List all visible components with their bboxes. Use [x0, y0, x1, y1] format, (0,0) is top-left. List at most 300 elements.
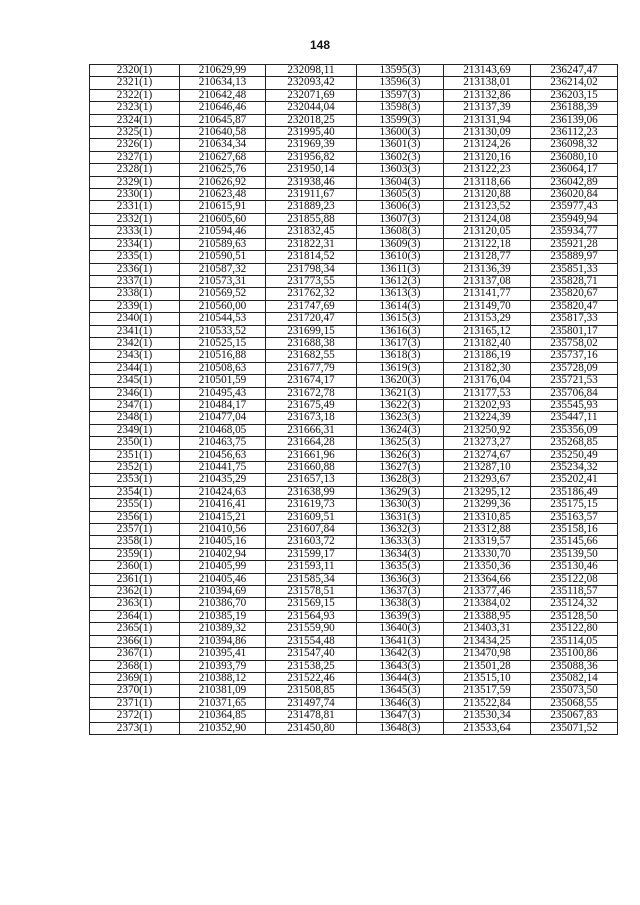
cell-x-left: 210405,46 — [180, 573, 266, 585]
cell-point-id-left: 2337(1) — [90, 275, 180, 287]
cell-point-id-left: 2329(1) — [90, 176, 180, 188]
cell-y-right: 235202,41 — [531, 474, 618, 486]
cell-y-right: 235268,85 — [531, 437, 618, 449]
table-row — [90, 300, 618, 312]
cell-point-id-right: 13606(3) — [357, 201, 444, 213]
cell-x-left: 210405,99 — [180, 561, 266, 573]
cell-y-left: 232098,11 — [266, 65, 357, 77]
cell-x-right: 213177,53 — [444, 387, 531, 399]
cell-x-right: 213137,39 — [444, 102, 531, 114]
cell-y-left: 231798,34 — [266, 263, 357, 275]
cell-x-left: 210394,86 — [180, 635, 266, 647]
cell-y-right: 236214,02 — [531, 77, 618, 89]
cell-x-left: 210385,19 — [180, 610, 266, 622]
cell-point-id-left: 2328(1) — [90, 164, 180, 176]
cell-y-left: 231956,82 — [266, 151, 357, 163]
cell-point-id-left: 2371(1) — [90, 697, 180, 709]
cell-point-id-left: 2347(1) — [90, 399, 180, 411]
cell-y-right: 236064,17 — [531, 164, 618, 176]
cell-x-left: 210468,05 — [180, 424, 266, 436]
table-row — [90, 424, 618, 436]
cell-point-id-right: 13607(3) — [357, 213, 444, 225]
cell-x-right: 213515,10 — [444, 672, 531, 684]
cell-y-right: 235128,50 — [531, 610, 618, 622]
cell-x-left: 210646,46 — [180, 102, 266, 114]
table-row — [90, 685, 618, 697]
cell-x-left: 210629,99 — [180, 65, 266, 77]
cell-point-id-right: 13610(3) — [357, 251, 444, 263]
cell-point-id-left: 2370(1) — [90, 685, 180, 697]
table-row — [90, 387, 618, 399]
cell-x-left: 210495,43 — [180, 387, 266, 399]
cell-point-id-left: 2348(1) — [90, 412, 180, 424]
cell-point-id-left: 2372(1) — [90, 710, 180, 722]
cell-y-right: 235139,50 — [531, 548, 618, 560]
cell-x-left: 210590,51 — [180, 251, 266, 263]
cell-point-id-right: 13614(3) — [357, 300, 444, 312]
cell-y-left: 231607,84 — [266, 524, 357, 536]
table-row — [90, 251, 618, 263]
page-number: 148 — [309, 38, 331, 52]
cell-y-right: 235067,83 — [531, 710, 618, 722]
cell-x-left: 210605,60 — [180, 213, 266, 225]
cell-point-id-left: 2349(1) — [90, 424, 180, 436]
cell-point-id-left: 2321(1) — [90, 77, 180, 89]
cell-point-id-right: 13644(3) — [357, 672, 444, 684]
cell-x-left: 210410,56 — [180, 524, 266, 536]
cell-point-id-right: 13602(3) — [357, 151, 444, 163]
cell-point-id-left: 2325(1) — [90, 127, 180, 139]
cell-y-right: 236188,39 — [531, 102, 618, 114]
cell-point-id-left: 2324(1) — [90, 114, 180, 126]
cell-point-id-left: 2352(1) — [90, 462, 180, 474]
cell-x-right: 213287,10 — [444, 462, 531, 474]
cell-x-left: 210626,92 — [180, 176, 266, 188]
cell-point-id-right: 13629(3) — [357, 486, 444, 498]
cell-y-right: 235934,77 — [531, 226, 618, 238]
cell-x-left: 210587,32 — [180, 263, 266, 275]
cell-x-left: 210615,91 — [180, 201, 266, 213]
cell-point-id-left: 2339(1) — [90, 300, 180, 312]
cell-y-left: 231666,31 — [266, 424, 357, 436]
cell-point-id-right: 13613(3) — [357, 288, 444, 300]
cell-x-left: 210516,88 — [180, 350, 266, 362]
cell-point-id-right: 13609(3) — [357, 238, 444, 250]
cell-point-id-left: 2338(1) — [90, 288, 180, 300]
cell-y-right: 235545,93 — [531, 399, 618, 411]
cell-y-left: 231889,23 — [266, 201, 357, 213]
cell-x-right: 213319,57 — [444, 536, 531, 548]
cell-y-left: 231688,38 — [266, 337, 357, 349]
table-row — [90, 288, 618, 300]
cell-x-left: 210395,41 — [180, 648, 266, 660]
table-row — [90, 697, 618, 709]
cell-y-left: 231450,80 — [266, 722, 357, 734]
cell-y-left: 231672,78 — [266, 387, 357, 399]
cell-y-left: 231911,67 — [266, 189, 357, 201]
cell-point-id-right: 13599(3) — [357, 114, 444, 126]
cell-point-id-left: 2327(1) — [90, 151, 180, 163]
cell-point-id-right: 13632(3) — [357, 524, 444, 536]
cell-point-id-right: 13638(3) — [357, 598, 444, 610]
table-row — [90, 623, 618, 635]
table-row — [90, 325, 618, 337]
cell-y-left: 231638,99 — [266, 486, 357, 498]
cell-x-right: 213224,39 — [444, 412, 531, 424]
cell-x-left: 210573,31 — [180, 275, 266, 287]
table-row — [90, 722, 618, 734]
table-row — [90, 114, 618, 126]
cell-point-id-left: 2335(1) — [90, 251, 180, 263]
cell-x-right: 213274,67 — [444, 449, 531, 461]
table-row — [90, 524, 618, 536]
cell-x-right: 213533,64 — [444, 722, 531, 734]
cell-x-right: 213330,70 — [444, 548, 531, 560]
cell-x-right: 213273,27 — [444, 437, 531, 449]
table-row — [90, 362, 618, 374]
table-row — [90, 337, 618, 349]
cell-point-id-right: 13612(3) — [357, 275, 444, 287]
cell-x-right: 213149,70 — [444, 300, 531, 312]
cell-y-left: 231773,55 — [266, 275, 357, 287]
cell-point-id-right: 13635(3) — [357, 561, 444, 573]
cell-x-right: 213137,08 — [444, 275, 531, 287]
cell-x-right: 213530,34 — [444, 710, 531, 722]
cell-x-right: 213118,66 — [444, 176, 531, 188]
cell-x-right: 213293,67 — [444, 474, 531, 486]
cell-x-right: 213299,36 — [444, 499, 531, 511]
cell-y-right: 236080,10 — [531, 151, 618, 163]
cell-point-id-left: 2354(1) — [90, 486, 180, 498]
table-row — [90, 511, 618, 523]
cell-point-id-left: 2340(1) — [90, 313, 180, 325]
cell-y-right: 236020,84 — [531, 189, 618, 201]
cell-y-right: 235122,08 — [531, 573, 618, 585]
cell-point-id-right: 13595(3) — [357, 65, 444, 77]
cell-y-left: 231699,15 — [266, 325, 357, 337]
cell-point-id-left: 2356(1) — [90, 511, 180, 523]
cell-point-id-left: 2343(1) — [90, 350, 180, 362]
cell-x-left: 210424,63 — [180, 486, 266, 498]
cell-y-right: 235889,97 — [531, 251, 618, 263]
cell-point-id-right: 13596(3) — [357, 77, 444, 89]
table-row — [90, 127, 618, 139]
cell-y-left: 232071,69 — [266, 89, 357, 101]
cell-y-left: 231969,39 — [266, 139, 357, 151]
cell-point-id-left: 2336(1) — [90, 263, 180, 275]
cell-y-left: 231578,51 — [266, 586, 357, 598]
cell-y-left: 231619,73 — [266, 499, 357, 511]
cell-point-id-left: 2367(1) — [90, 648, 180, 660]
table-row — [90, 548, 618, 560]
cell-y-right: 235073,50 — [531, 685, 618, 697]
table-row — [90, 164, 618, 176]
cell-x-right: 213120,88 — [444, 189, 531, 201]
cell-point-id-left: 2323(1) — [90, 102, 180, 114]
table-row — [90, 648, 618, 660]
cell-x-left: 210640,58 — [180, 127, 266, 139]
cell-y-left: 231995,40 — [266, 127, 357, 139]
cell-y-right: 235706,84 — [531, 387, 618, 399]
cell-y-left: 231720,47 — [266, 313, 357, 325]
cell-point-id-right: 13601(3) — [357, 139, 444, 151]
cell-x-right: 213153,29 — [444, 313, 531, 325]
coordinates-table — [89, 64, 618, 735]
cell-x-left: 210388,12 — [180, 672, 266, 684]
cell-point-id-right: 13605(3) — [357, 189, 444, 201]
cell-x-right: 213312,88 — [444, 524, 531, 536]
table-row — [90, 226, 618, 238]
cell-x-left: 210402,94 — [180, 548, 266, 560]
cell-point-id-right: 13600(3) — [357, 127, 444, 139]
cell-point-id-right: 13631(3) — [357, 511, 444, 523]
cell-x-left: 210371,65 — [180, 697, 266, 709]
cell-x-left: 210569,52 — [180, 288, 266, 300]
cell-x-left: 210393,79 — [180, 660, 266, 672]
cell-x-right: 213434,25 — [444, 635, 531, 647]
cell-point-id-right: 13608(3) — [357, 226, 444, 238]
cell-y-left: 231814,52 — [266, 251, 357, 263]
cell-y-right: 235851,33 — [531, 263, 618, 275]
cell-x-right: 213377,46 — [444, 586, 531, 598]
cell-y-right: 235088,36 — [531, 660, 618, 672]
cell-point-id-right: 13646(3) — [357, 697, 444, 709]
cell-y-right: 235124,32 — [531, 598, 618, 610]
cell-point-id-left: 2365(1) — [90, 623, 180, 635]
cell-point-id-left: 2345(1) — [90, 375, 180, 387]
table-row — [90, 350, 618, 362]
cell-x-right: 213131,94 — [444, 114, 531, 126]
table-row — [90, 89, 618, 101]
cell-point-id-right: 13603(3) — [357, 164, 444, 176]
cell-point-id-right: 13634(3) — [357, 548, 444, 560]
cell-y-left: 232093,42 — [266, 77, 357, 89]
cell-x-left: 210415,21 — [180, 511, 266, 523]
cell-point-id-right: 13625(3) — [357, 437, 444, 449]
cell-y-left: 232018,25 — [266, 114, 357, 126]
cell-y-right: 235186,49 — [531, 486, 618, 498]
cell-point-id-right: 13615(3) — [357, 313, 444, 325]
cell-point-id-left: 2359(1) — [90, 548, 180, 560]
cell-y-right: 236247,47 — [531, 65, 618, 77]
cell-x-right: 213186,19 — [444, 350, 531, 362]
cell-x-right: 213384,02 — [444, 598, 531, 610]
cell-y-right: 235071,52 — [531, 722, 618, 734]
cell-x-left: 210352,90 — [180, 722, 266, 734]
cell-x-right: 213122,23 — [444, 164, 531, 176]
cell-point-id-right: 13619(3) — [357, 362, 444, 374]
cell-x-left: 210525,15 — [180, 337, 266, 349]
cell-x-right: 213182,30 — [444, 362, 531, 374]
table-row — [90, 213, 618, 225]
cell-y-left: 231497,74 — [266, 697, 357, 709]
cell-y-right: 235820,67 — [531, 288, 618, 300]
cell-y-left: 231569,15 — [266, 598, 357, 610]
cell-x-right: 213132,86 — [444, 89, 531, 101]
cell-y-right: 235820,47 — [531, 300, 618, 312]
cell-point-id-left: 2322(1) — [90, 89, 180, 101]
cell-y-right: 235158,16 — [531, 524, 618, 536]
table-row — [90, 399, 618, 411]
cell-x-left: 210625,76 — [180, 164, 266, 176]
cell-x-left: 210508,63 — [180, 362, 266, 374]
table-row — [90, 660, 618, 672]
cell-x-right: 213141,77 — [444, 288, 531, 300]
cell-y-right: 235145,66 — [531, 536, 618, 548]
table-row — [90, 635, 618, 647]
cell-point-id-right: 13637(3) — [357, 586, 444, 598]
table-row — [90, 462, 618, 474]
cell-point-id-left: 2355(1) — [90, 499, 180, 511]
cell-x-left: 210463,75 — [180, 437, 266, 449]
cell-x-right: 213517,59 — [444, 685, 531, 697]
table-row — [90, 263, 618, 275]
cell-x-right: 213295,12 — [444, 486, 531, 498]
cell-point-id-left: 2333(1) — [90, 226, 180, 238]
cell-point-id-left: 2373(1) — [90, 722, 180, 734]
table-row — [90, 176, 618, 188]
cell-y-left: 231664,28 — [266, 437, 357, 449]
cell-point-id-right: 13645(3) — [357, 685, 444, 697]
cell-point-id-left: 2358(1) — [90, 536, 180, 548]
cell-x-right: 213138,01 — [444, 77, 531, 89]
cell-point-id-left: 2331(1) — [90, 201, 180, 213]
cell-x-right: 213522,84 — [444, 697, 531, 709]
cell-point-id-right: 13598(3) — [357, 102, 444, 114]
cell-x-left: 210441,75 — [180, 462, 266, 474]
coordinates-table-body — [90, 65, 618, 735]
cell-x-right: 213136,39 — [444, 263, 531, 275]
cell-point-id-right: 13621(3) — [357, 387, 444, 399]
table-row — [90, 313, 618, 325]
cell-y-left: 231508,85 — [266, 685, 357, 697]
cell-point-id-left: 2369(1) — [90, 672, 180, 684]
cell-y-right: 235122,80 — [531, 623, 618, 635]
cell-point-id-right: 13627(3) — [357, 462, 444, 474]
cell-x-right: 213182,40 — [444, 337, 531, 349]
cell-point-id-left: 2341(1) — [90, 325, 180, 337]
cell-y-right: 236112,23 — [531, 127, 618, 139]
cell-point-id-right: 13620(3) — [357, 375, 444, 387]
cell-y-right: 236139,06 — [531, 114, 618, 126]
cell-x-right: 213124,26 — [444, 139, 531, 151]
cell-point-id-left: 2344(1) — [90, 362, 180, 374]
cell-x-right: 213124,08 — [444, 213, 531, 225]
cell-y-left: 232044,04 — [266, 102, 357, 114]
cell-y-left: 231661,96 — [266, 449, 357, 461]
table-row — [90, 102, 618, 114]
cell-y-right: 235828,71 — [531, 275, 618, 287]
cell-y-right: 235175,15 — [531, 499, 618, 511]
cell-point-id-left: 2361(1) — [90, 573, 180, 585]
cell-x-right: 213128,77 — [444, 251, 531, 263]
cell-y-left: 231554,48 — [266, 635, 357, 647]
cell-y-right: 235801,17 — [531, 325, 618, 337]
cell-y-right: 235356,09 — [531, 424, 618, 436]
cell-y-right: 235250,49 — [531, 449, 618, 461]
cell-point-id-right: 13633(3) — [357, 536, 444, 548]
table-row — [90, 189, 618, 201]
cell-y-left: 231609,51 — [266, 511, 357, 523]
table-row — [90, 449, 618, 461]
cell-point-id-left: 2320(1) — [90, 65, 180, 77]
cell-point-id-right: 13626(3) — [357, 449, 444, 461]
cell-point-id-right: 13597(3) — [357, 89, 444, 101]
cell-x-left: 210394,69 — [180, 586, 266, 598]
cell-x-right: 213501,28 — [444, 660, 531, 672]
cell-y-left: 231832,45 — [266, 226, 357, 238]
table-row — [90, 437, 618, 449]
cell-y-left: 231522,46 — [266, 672, 357, 684]
cell-x-left: 210623,48 — [180, 189, 266, 201]
cell-point-id-left: 2368(1) — [90, 660, 180, 672]
cell-x-left: 210435,29 — [180, 474, 266, 486]
cell-x-left: 210484,17 — [180, 399, 266, 411]
cell-y-right: 235758,02 — [531, 337, 618, 349]
table-row — [90, 275, 618, 287]
cell-y-left: 231585,34 — [266, 573, 357, 585]
cell-x-left: 210381,09 — [180, 685, 266, 697]
cell-y-left: 231677,79 — [266, 362, 357, 374]
table-row — [90, 375, 618, 387]
cell-y-left: 231674,17 — [266, 375, 357, 387]
cell-y-right: 235118,57 — [531, 586, 618, 598]
cell-point-id-left: 2346(1) — [90, 387, 180, 399]
table-row — [90, 499, 618, 511]
table-row — [90, 77, 618, 89]
cell-point-id-right: 13643(3) — [357, 660, 444, 672]
cell-y-left: 231603,72 — [266, 536, 357, 548]
cell-y-right: 235737,16 — [531, 350, 618, 362]
cell-x-left: 210634,13 — [180, 77, 266, 89]
cell-y-right: 235130,46 — [531, 561, 618, 573]
cell-point-id-right: 13616(3) — [357, 325, 444, 337]
table-row — [90, 710, 618, 722]
cell-y-left: 231593,11 — [266, 561, 357, 573]
cell-y-right: 235728,09 — [531, 362, 618, 374]
cell-y-left: 231559,90 — [266, 623, 357, 635]
cell-y-right: 235100,86 — [531, 648, 618, 660]
table-row — [90, 151, 618, 163]
cell-y-right: 236042,89 — [531, 176, 618, 188]
table-row — [90, 610, 618, 622]
cell-y-right: 235721,53 — [531, 375, 618, 387]
cell-y-left: 231855,88 — [266, 213, 357, 225]
cell-point-id-right: 13604(3) — [357, 176, 444, 188]
cell-x-left: 210405,16 — [180, 536, 266, 548]
cell-x-right: 213202,93 — [444, 399, 531, 411]
cell-point-id-right: 13618(3) — [357, 350, 444, 362]
table-row — [90, 65, 618, 77]
cell-x-left: 210634,34 — [180, 139, 266, 151]
table-row — [90, 139, 618, 151]
cell-x-left: 210416,41 — [180, 499, 266, 511]
cell-y-right: 235082,14 — [531, 672, 618, 684]
cell-x-left: 210501,59 — [180, 375, 266, 387]
cell-x-right: 213250,92 — [444, 424, 531, 436]
cell-point-id-right: 13623(3) — [357, 412, 444, 424]
cell-y-left: 231950,14 — [266, 164, 357, 176]
table-row — [90, 598, 618, 610]
cell-x-right: 213143,69 — [444, 65, 531, 77]
cell-point-id-left: 2351(1) — [90, 449, 180, 461]
cell-point-id-right: 13617(3) — [357, 337, 444, 349]
cell-x-right: 213470,98 — [444, 648, 531, 660]
cell-y-left: 231478,81 — [266, 710, 357, 722]
cell-x-right: 213120,16 — [444, 151, 531, 163]
cell-x-right: 213122,18 — [444, 238, 531, 250]
cell-x-right: 213176,04 — [444, 375, 531, 387]
